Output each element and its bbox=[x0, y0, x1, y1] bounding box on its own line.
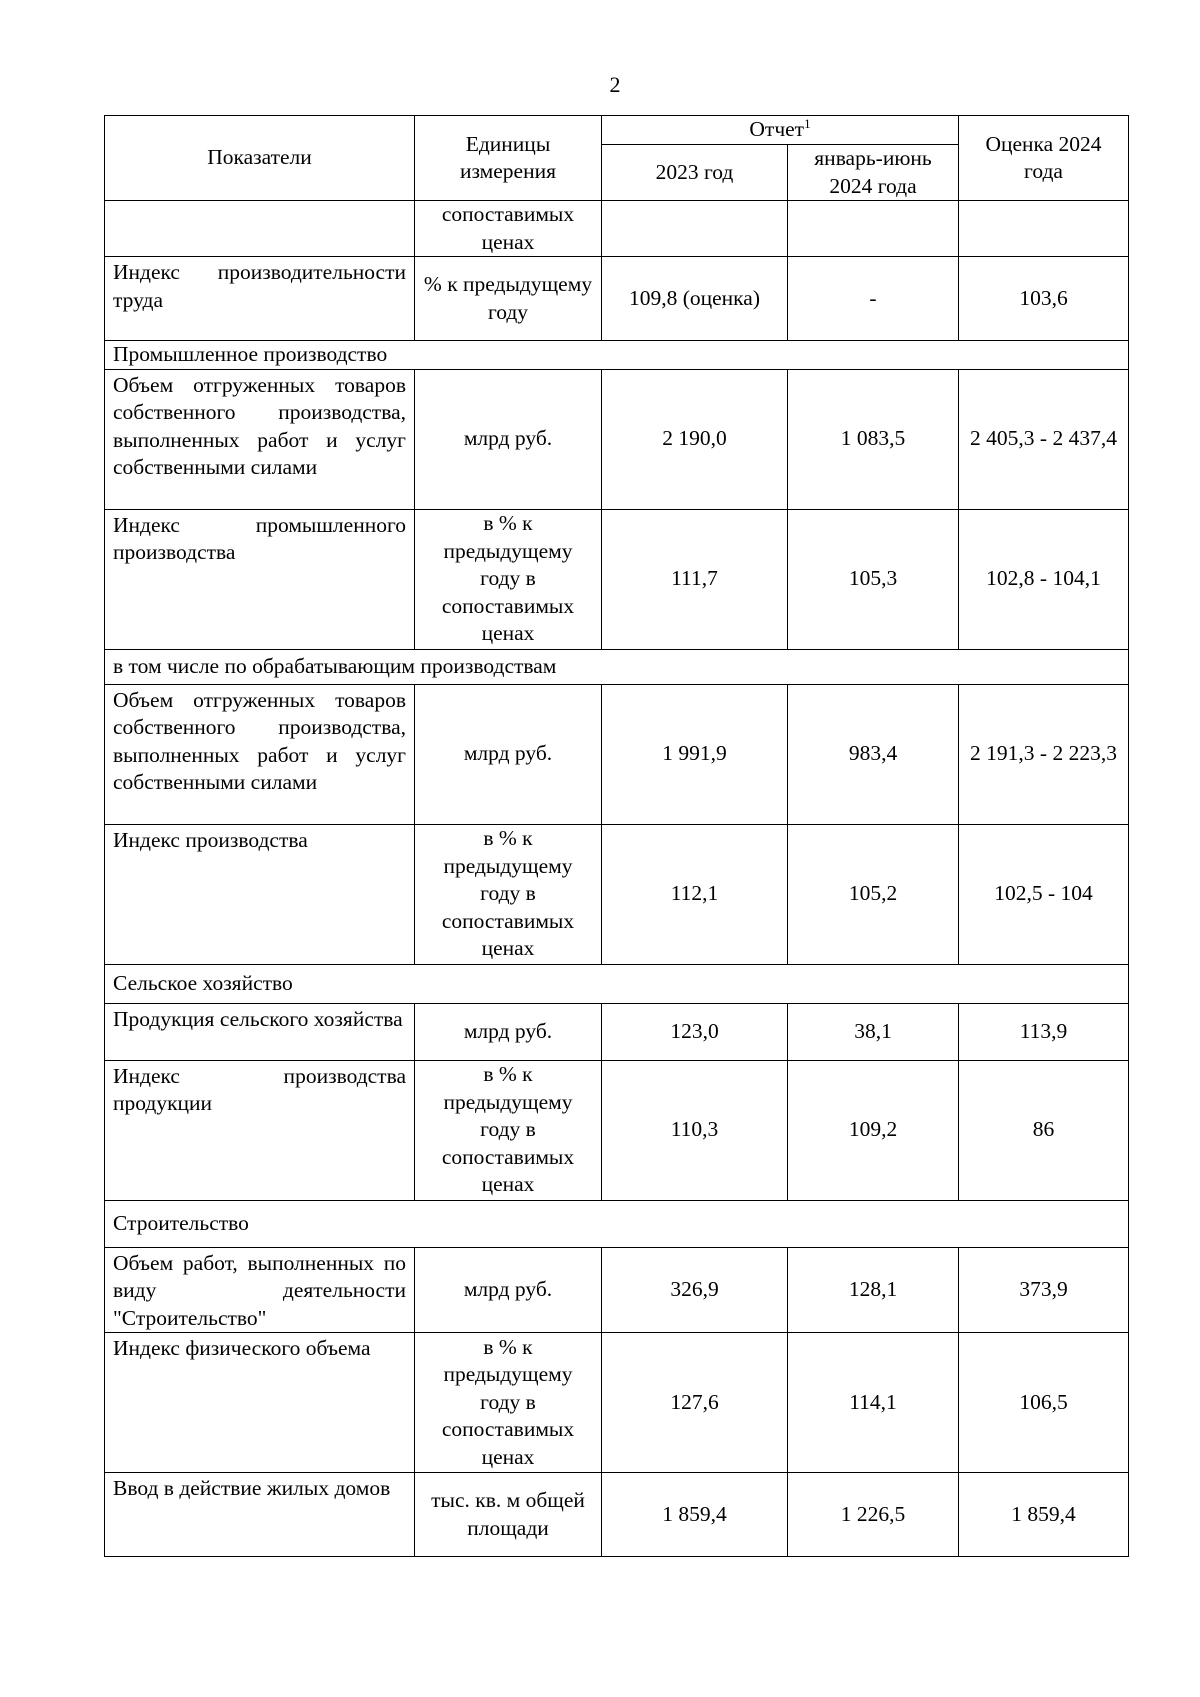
footnote-marker: 1 bbox=[804, 116, 811, 132]
table-row bbox=[105, 1060, 1129, 1200]
cell-indicator: Объем работ, выполненных по виду деятельности "Строительство" bbox=[105, 1247, 415, 1333]
cell-estimate: 113,9 bbox=[959, 1003, 1129, 1060]
cell-estimate: 102,8 - 104,1 bbox=[959, 509, 1129, 649]
cell-units: млрд руб. bbox=[415, 369, 602, 509]
table-row bbox=[105, 1333, 1129, 1473]
cell-half-2024: 114,1 bbox=[788, 1333, 959, 1473]
cell-2023 bbox=[602, 201, 788, 257]
cell-units: в % к предыдущему году в сопоставимых ценах bbox=[415, 509, 602, 649]
cell-indicator: Индекс производства bbox=[105, 824, 415, 964]
section-row-agriculture bbox=[105, 964, 1129, 1003]
header-units: Единицы измерения bbox=[415, 116, 602, 201]
header-estimate-2024: Оценка 2024 года bbox=[959, 116, 1129, 201]
cell-2023: 2 190,0 bbox=[602, 369, 788, 509]
cell-units: млрд руб. bbox=[415, 684, 602, 824]
cell-units: млрд руб. bbox=[415, 1003, 602, 1060]
header-half-2024: январь-июнь 2024 года bbox=[788, 145, 959, 201]
cell-units: в % к предыдущему году в сопоставимых ценах bbox=[415, 1333, 602, 1473]
table-row-labor-productivity bbox=[105, 257, 1129, 341]
table-row bbox=[105, 1003, 1129, 1060]
table-row bbox=[105, 824, 1129, 964]
table-row bbox=[105, 369, 1129, 509]
cell-units: % к предыдущему году bbox=[415, 257, 602, 341]
cell-estimate bbox=[959, 201, 1129, 257]
section-row-construction bbox=[105, 1200, 1129, 1247]
header-report: Отчет$^1$ bbox=[602, 116, 959, 145]
cell-units: в % к предыдущему году в сопоставимых ценах bbox=[415, 824, 602, 964]
cell-half-2024: 983,4 bbox=[788, 684, 959, 824]
section-row-manufacturing bbox=[105, 649, 1129, 684]
header-indicator: Показатели bbox=[105, 116, 415, 201]
section-title: Строительство bbox=[105, 1200, 1129, 1247]
section-title: в том числе по обрабатывающим производствам bbox=[105, 649, 1129, 684]
cell-2023: 1 859,4 bbox=[602, 1473, 788, 1557]
cell-estimate: 373,9 bbox=[959, 1247, 1129, 1333]
section-title: Сельское хозяйство bbox=[105, 964, 1129, 1003]
cell-2023: 109,8 (оценка) bbox=[602, 257, 788, 341]
cell-half-2024 bbox=[788, 201, 959, 257]
cell-estimate: 102,5 - 104 bbox=[959, 824, 1129, 964]
table-row bbox=[105, 1247, 1129, 1333]
cell-units: в % к предыдущему году в сопоставимых ценах bbox=[415, 1060, 602, 1200]
header-year-2023: 2023 год bbox=[602, 145, 788, 201]
cell-indicator: Индекс производительности труда bbox=[105, 257, 415, 341]
table-header-row bbox=[105, 116, 1129, 145]
cell-estimate: 103,6 bbox=[959, 257, 1129, 341]
cell-indicator: Индекс физического объема bbox=[105, 1333, 415, 1473]
cell-estimate: 2 191,3 - 2 223,3 bbox=[959, 684, 1129, 824]
cell-indicator: Объем отгруженных товаров собственного производства, выполненных работ и услуг собственными силами bbox=[105, 684, 415, 824]
cell-indicator: Продукция сельского хозяйства bbox=[105, 1003, 415, 1060]
page-number: 2 bbox=[609, 72, 621, 97]
cell-indicator: Индекс производства продукции bbox=[105, 1060, 415, 1200]
cell-indicator: Индекс промышленного производства bbox=[105, 509, 415, 649]
cell-indicator: Объем отгруженных товаров собственного производства, выполненных работ и услуг собственными силами bbox=[105, 369, 415, 509]
table-row-continuation bbox=[105, 201, 1129, 257]
table-row bbox=[105, 509, 1129, 649]
cell-half-2024: - bbox=[788, 257, 959, 341]
cell-2023: 1 991,9 bbox=[602, 684, 788, 824]
table-row bbox=[105, 1473, 1129, 1557]
cell-half-2024: 109,2 bbox=[788, 1060, 959, 1200]
indicators-table bbox=[104, 115, 1129, 1557]
cell-indicator: Ввод в действие жилых домов bbox=[105, 1473, 415, 1557]
cell-estimate: 1 859,4 bbox=[959, 1473, 1129, 1557]
cell-half-2024: 128,1 bbox=[788, 1247, 959, 1333]
table-row bbox=[105, 684, 1129, 824]
cell-estimate: 2 405,3 - 2 437,4 bbox=[959, 369, 1129, 509]
cell-half-2024: 38,1 bbox=[788, 1003, 959, 1060]
cell-2023: 112,1 bbox=[602, 824, 788, 964]
cell-half-2024: 1 083,5 bbox=[788, 369, 959, 509]
cell-indicator bbox=[105, 201, 415, 257]
cell-2023: 123,0 bbox=[602, 1003, 788, 1060]
section-title: Промышленное производство bbox=[105, 341, 1129, 370]
cell-2023: 110,3 bbox=[602, 1060, 788, 1200]
cell-units: сопоставимых ценах bbox=[415, 201, 602, 257]
cell-units: млрд руб. bbox=[415, 1247, 602, 1333]
cell-half-2024: 105,2 bbox=[788, 824, 959, 964]
cell-2023: 127,6 bbox=[602, 1333, 788, 1473]
cell-estimate: 86 bbox=[959, 1060, 1129, 1200]
cell-2023: 326,9 bbox=[602, 1247, 788, 1333]
cell-half-2024: 1 226,5 bbox=[788, 1473, 959, 1557]
cell-estimate: 106,5 bbox=[959, 1333, 1129, 1473]
cell-units: тыс. кв. м общей площади bbox=[415, 1473, 602, 1557]
section-row-industry bbox=[105, 341, 1129, 370]
cell-2023: 111,7 bbox=[602, 509, 788, 649]
cell-half-2024: 105,3 bbox=[788, 509, 959, 649]
